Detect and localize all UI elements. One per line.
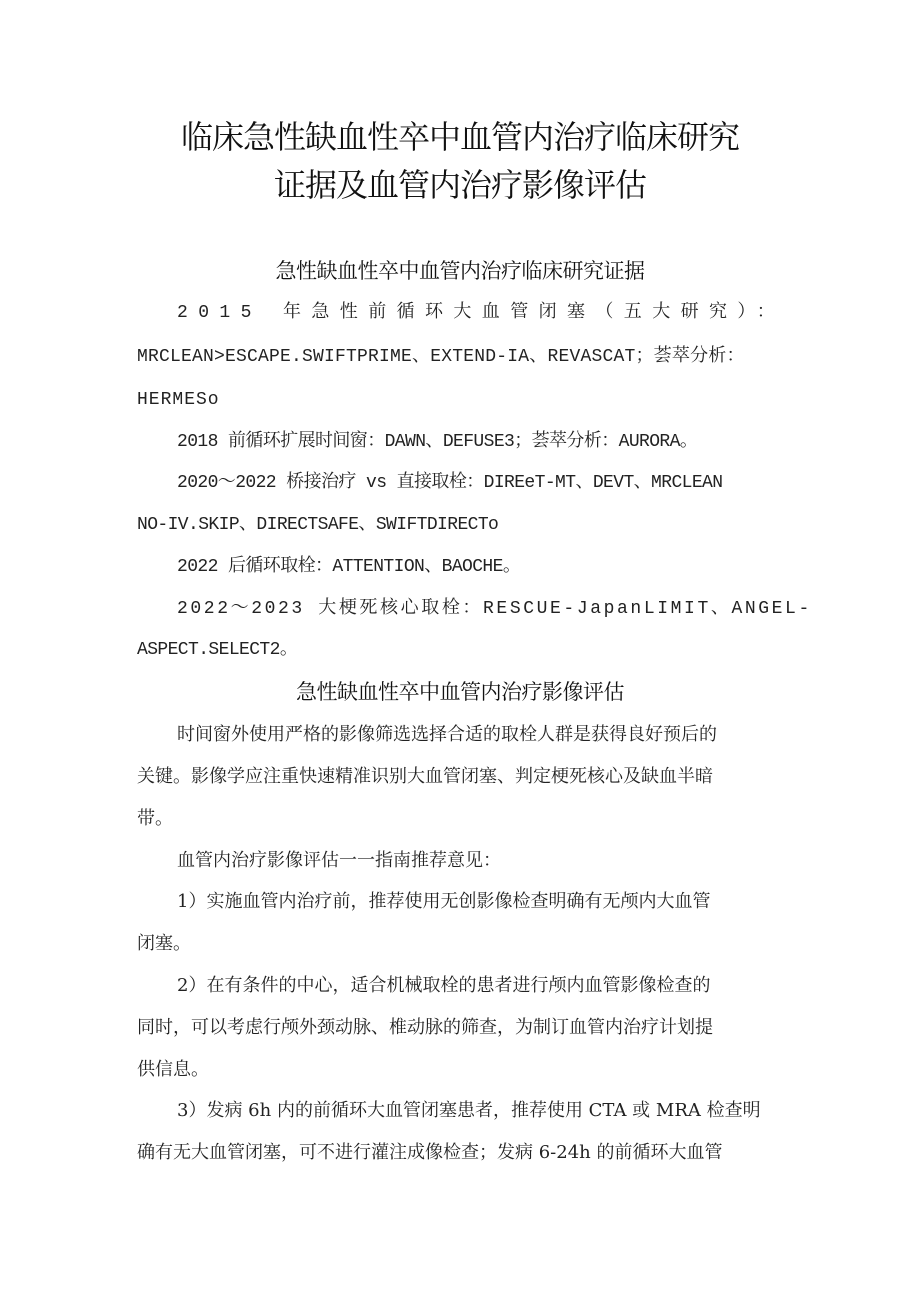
paragraph-2015-line-1: 2015 年急性前循环大血管闭塞（五大研究）： [177,303,786,323]
document-title-line-1: 临床急性缺血性卒中血管内治疗临床研究 [180,118,739,156]
recommendation-2-line-1: 2）在有条件的中心，适合机械取栓的患者进行颅内血管影像检查的 [177,975,711,996]
paragraph-2022-2023-line-2: ASPECT.SELECT2。 [137,640,298,660]
paragraph-time-window-line-1: 时间窗外使用严格的影像筛选选择合适的取栓人群是获得良好预后的 [177,724,717,745]
paragraph-2018: 2018 前循环扩展时间窗：DAWN、DEFUSE3；荟萃分析：AURORA。 [177,432,698,452]
recommendation-2-line-3: 供信息。 [137,1059,209,1080]
paragraph-time-window-line-2: 关键。影像学应注重快速精准识别大血管闭塞、判定梗死核心及缺血半暗 [137,766,713,787]
recommendation-1-line-1: 1）实施血管内治疗前，推荐使用无创影像检查明确有无颅内大血管 [177,891,711,912]
section-heading-imaging-assessment: 急性缺血性卒中血管内治疗影像评估 [296,680,624,704]
document-title-line-2: 证据及血管内治疗影像评估 [273,166,646,204]
paragraph-2020-line-2: NO-IV.SKIP、DIRECTSAFE、SWIFTDIRECTo [137,515,499,535]
recommendation-3-line-2: 确有无大血管闭塞，可不进行灌注成像检查；发病 6-24h 的前循环大血管 [137,1142,723,1163]
paragraph-time-window-line-3: 带。 [137,808,173,829]
section-heading-clinical-evidence: 急性缺血性卒中血管内治疗临床研究证据 [275,259,645,283]
paragraph-guideline-intro: 血管内治疗影像评估一一指南推荐意见： [177,850,501,871]
paragraph-2022-2023-line-1: 2022～2023 大梗死核心取栓：RESCUE-JapanLIMIT、ANGEL- [177,599,812,619]
paragraph-2020-line-1: 2020～2022 桥接治疗 vs 直接取栓：DIREeT-MT、DEVT、MRCLEAN [177,473,723,493]
paragraph-2015-line-2: MRCLEAN>ESCAPE.SWIFTPRIME、EXTEND-IA、REVASCAT；荟萃分析： [137,347,745,367]
recommendation-2-line-2: 同时，可以考虑行颅外颈动脉、椎动脉的筛查，为制订血管内治疗计划提 [137,1017,713,1038]
paragraph-2022-posterior: 2022 后循环取栓：ATTENTION、BAOCHE。 [177,557,521,577]
paragraph-2015-line-3: HERMESo [137,390,220,410]
recommendation-3-line-1: 3）发病 6h 内的前循环大血管闭塞患者，推荐使用 CTA 或 MRA 检查明 [177,1100,761,1121]
recommendation-1-line-2: 闭塞。 [137,933,191,954]
